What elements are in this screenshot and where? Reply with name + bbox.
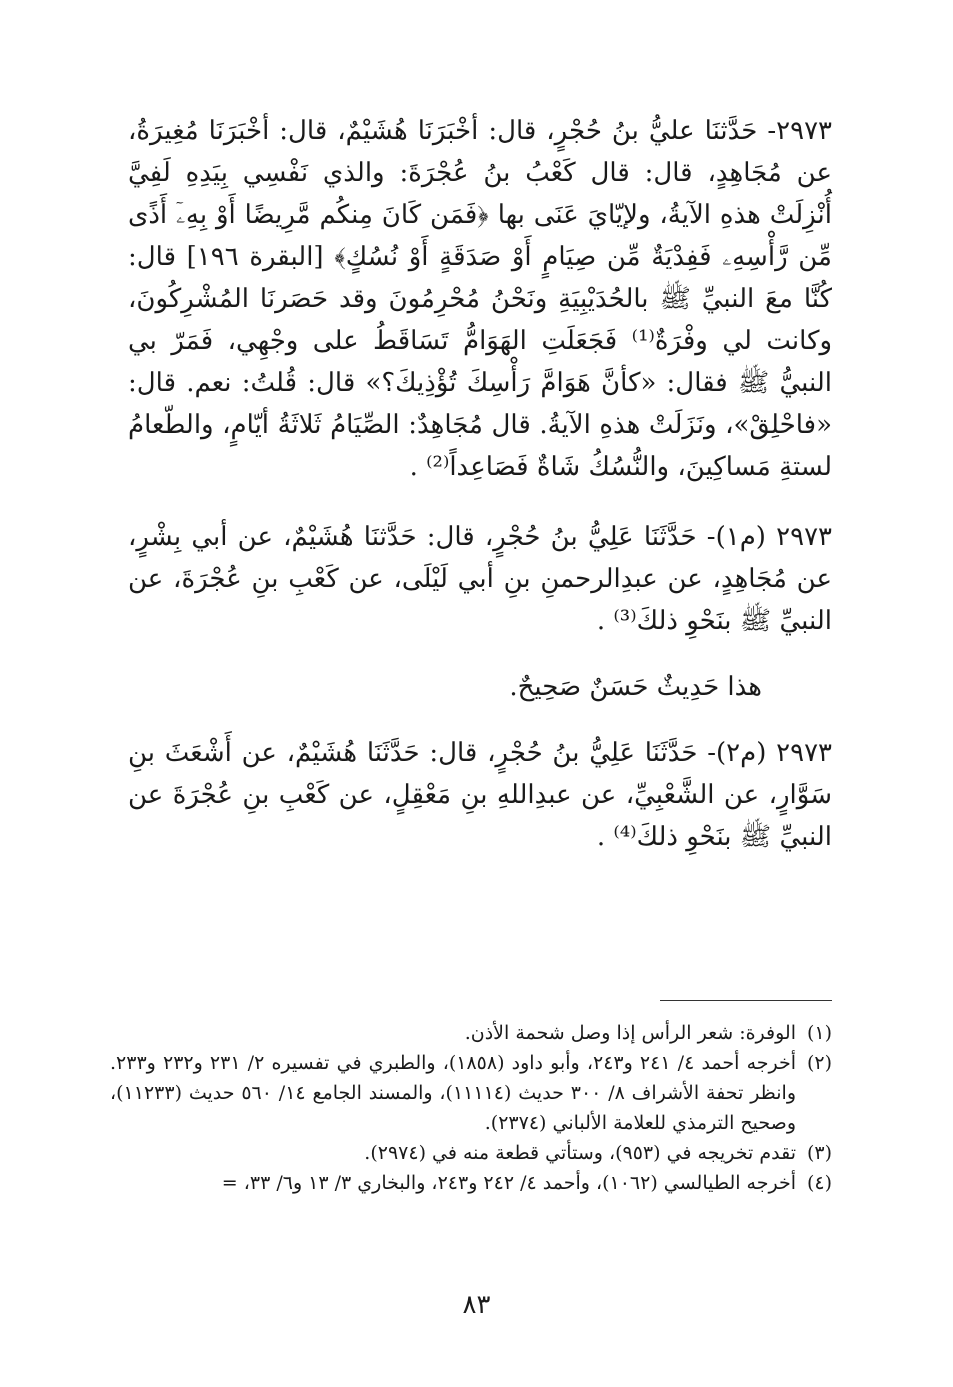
footnote-number: (٢) xyxy=(806,1052,832,1074)
footnote-text: أخرجه أحمد ٤/ ٢٤١ و٢٤٣، وأبو داود (١٨٥٨)، والطبري في تفسيره ٢/ ٢٣١ و٢٣٢ و٢٣٣. وانظر تحفة الأشراف ٨/ ٣٠٠ حديث (١١١١٤)، والمسند الجامع ١٤/ ٥٦٠ حديث (١١٢٣٣)، وصحيح الترمذي للعلامة الألباني (٢٣٧٤). xyxy=(110,1052,797,1134)
footnote-text: تقدم تخريجه في (٩٥٣)، وستأتي قطعة منه في (٢٩٧٤). xyxy=(364,1142,796,1164)
footnote-text: الوفرة: شعر الرأس إذا وصل شحمة الأذن. xyxy=(464,1022,796,1044)
page-number: ٨٣ xyxy=(462,1290,491,1320)
footnote-number: (٣) xyxy=(806,1142,832,1164)
hadith-2973-m1: ٢٩٧٣ (م١)- حَدَّثَنَا عَلِيُّ بنُ حُجْرٍ، قال: حَدَّثنَا هُشَيْمٌ، عن أبي بِشْرٍ، عن مُجَاهِدٍ، عن عبدِالرحمنِ بنِ أبي لَيْلَى، عن كَعْبِ بنِ عُجْرَةَ، عن النبيِّ ﷺ بنَحْوِ ذلكَ⁽³⁾ . xyxy=(128,522,832,636)
footnote-1 xyxy=(110,1018,832,1048)
footnotes xyxy=(110,1018,832,1198)
footnote-number: (١) xyxy=(806,1022,832,1044)
footnote-separator xyxy=(660,1000,832,1001)
footnote-2 xyxy=(110,1048,832,1138)
hadith-2973-m2: ٢٩٧٣ (م٢)- حَدَّثَنَا عَلِيُّ بنُ حُجْرٍ، قال: حَدَّثَنَا هُشَيْمٌ، عن أَشْعَثَ بنِ سَوَّارٍ، عن الشَّعْبِيِّ، عن عبدِاللهِ بنِ مَعْقِلٍ، عن كَعْبِ بنِ عُجْرَةَ عن النبيِّ ﷺ بنَحْوِ ذلكَ⁽⁴⁾ . xyxy=(128,738,832,852)
hadith-2973: ٢٩٧٣- حَدَّثنَا عليُّ بنُ حُجْرٍ، قال: أخْبَرَنَا هُشَيْمٌ، قال: أخْبَرَنَا مُغِيرَةُ، عن مُجَاهِدٍ، قال: قال كَعْبُ بنُ عُجْرَةَ: والذي نَفْسِي بِيَدِهِ لَفِيَّ أُنْزِلَتْ هذهِ الآيةُ، ولإيّايَ عَنَى بها ﴿فَمَن كَانَ مِنكُم مَّرِيضًا أَوْ بِهِۦٓ أَذًى مِّن رَّأْسِهِۦ فَفِدْيَةٌ مِّن صِيَامٍ أَوْ صَدَقَةٍ أَوْ نُسُكٍ﴾ [البقرة ١٩٦] قال: كُنَّا معَ النبيِّ ﷺ بالحُدَيْبِيَةِ ونَحْنُ مُحْرِمُونَ وقد حَصَرنَا المُشْرِكُونَ، وكانت لي وفْرَةٌ⁽¹⁾ فَجَعَلَتِ الهَوَامُّ تَسَاقَطُ على وجْهِي، فَمَرّ بي النبيُّ ﷺ فقال: «كأنَّ هَوَامَّ رَأْسِكَ تُؤْذِيكَ؟» قال: قُلتُ: نعم. قال: «فاحْلِقْ»، ونَزَلَتْ هذهِ الآيةُ. قال مُجَاهِدٌ: الصِّيَامُ ثَلاثَةُ أيّامٍ، والطّعامُ لستةِ مَساكِينَ، والنُّسُكُ شَاةٌ فَصَاعِداً⁽²⁾ . xyxy=(128,116,833,482)
footnote-number: (٤) xyxy=(806,1172,832,1194)
hadith-grade: هذا حَدِيثٌ حَسَنٌ صَحِيحٌ. xyxy=(509,672,762,702)
footnote-4 xyxy=(110,1168,832,1198)
footnote-text: أخرجه الطيالسي (١٠٦٢)، وأحمد ٤/ ٢٤٢ و٢٤٣، والبخاري ٣/ ١٣ و٦/ ٣٣، = xyxy=(221,1172,796,1194)
main-text xyxy=(128,110,832,858)
footnote-3 xyxy=(110,1138,832,1168)
